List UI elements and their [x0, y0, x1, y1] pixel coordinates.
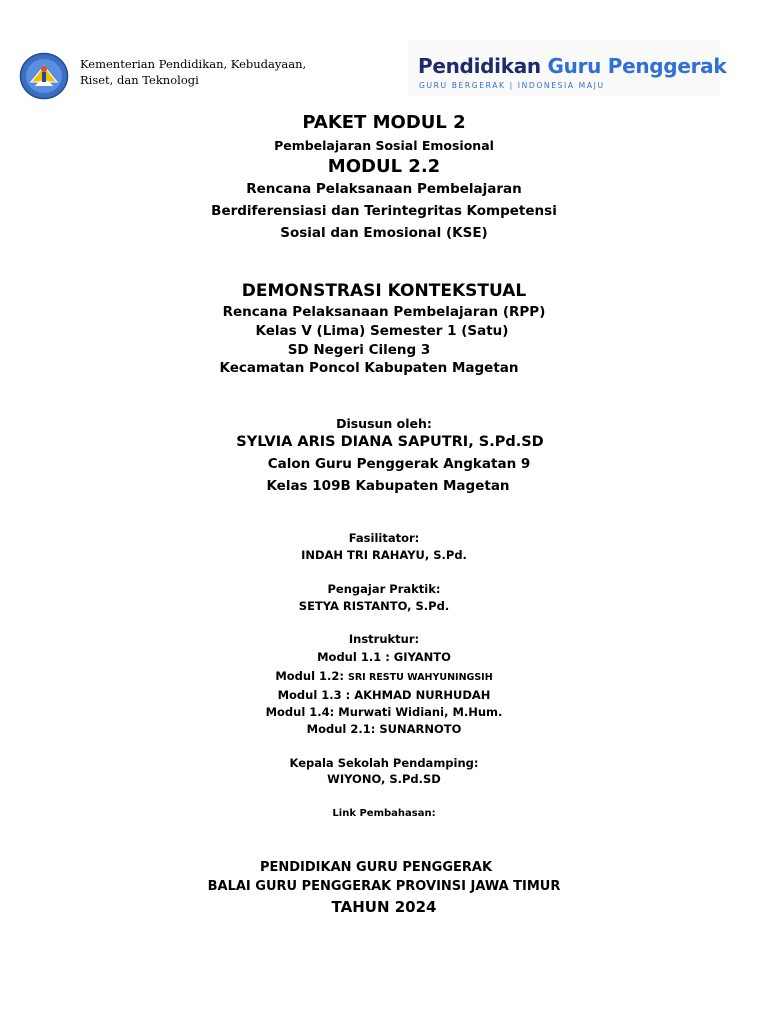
modul-desc-1: Rencana Pelaksanaan Pembelajaran [246, 181, 522, 197]
author-class: Kelas 109B Kabupaten Magetan [266, 478, 510, 494]
brand-tagline: GURU BERGERAK | INDONESIA MAJU [419, 81, 605, 90]
paket-heading: PAKET MODUL 2 [302, 112, 466, 133]
instruktur-modul-1-1: Modul 1.1 : GIYANTO [317, 650, 451, 664]
brand-title [418, 54, 726, 78]
author-role: Calon Guru Penggerak Angkatan 9 [267, 456, 531, 472]
brand-title-part-2: Guru Penggerak [547, 54, 727, 78]
instruktur-modul-1-2 [0, 669, 768, 683]
brand-title-part-1: Pendidikan [418, 54, 548, 78]
ministry-name [80, 56, 340, 88]
link-pembahasan-label: Link Pembahasan: [332, 808, 436, 819]
footer-line-2: BALAI GURU PENGGERAK PROVINSI JAWA TIMUR [207, 879, 561, 894]
instruktur-modul-1-3: Modul 1.3 : AKHMAD NURHUDAH [277, 688, 491, 702]
fasilitator-name: INDAH TRI RAHAYU, S.Pd. [301, 548, 467, 562]
ministry-line-1: Kementerian Pendidikan, Kebudayaan, [80, 57, 307, 71]
instruktur-label: Instruktur: [348, 632, 420, 646]
footer-line-1: PENDIDIKAN GURU PENGGERAK [259, 860, 493, 875]
instruktur-modul-2-1: Modul 2.1: SUNARNOTO [306, 722, 462, 736]
kepala-label: Kepala Sekolah Pendamping: [289, 756, 479, 770]
author-name: SYLVIA ARIS DIANA SAPUTRI, S.Pd.SD [236, 434, 544, 450]
ministry-line-2: Riset, dan Teknologi [80, 73, 199, 87]
demonstrasi-line-3: SD Negeri Cileng 3 [287, 342, 431, 358]
pgp-brand-logo [408, 40, 727, 96]
tut-wuri-handayani-logo-icon [19, 52, 69, 100]
footer-line-3: TAHUN 2024 [331, 898, 437, 916]
demonstrasi-heading: DEMONSTRASI KONTEKSTUAL [241, 281, 527, 301]
kepala-name: WIYONO, S.Pd.SD [327, 772, 441, 786]
modul-desc-3: Sosial dan Emosional (KSE) [280, 225, 488, 241]
fasilitator-label: Fasilitator: [348, 531, 420, 545]
demonstrasi-line-1: Rencana Pelaksanaan Pembelajaran (RPP) [222, 304, 546, 320]
modul-heading: MODUL 2.2 [327, 156, 441, 177]
pengajar-name: SETYA RISTANTO, S.Pd. [298, 599, 450, 613]
demonstrasi-line-4: Kecamatan Poncol Kabupaten Magetan [219, 360, 519, 376]
instruktur-modul-1-2-label: Modul 1.2: [275, 669, 348, 683]
pengajar-label: Pengajar Praktik: [327, 582, 441, 596]
author-label: Disusun oleh: [336, 416, 432, 431]
modul-desc-2: Berdiferensiasi dan Terintegritas Kompetensi [211, 203, 557, 219]
ministry-header [19, 52, 349, 100]
instruktur-modul-1-2-name: SRI RESTU WAHYUNINGSIH [348, 672, 493, 683]
demonstrasi-line-2: Kelas V (Lima) Semester 1 (Satu) [255, 323, 509, 339]
paket-subtitle: Pembelajaran Sosial Emosional [274, 138, 494, 153]
instruktur-modul-1-4: Modul 1.4: Murwati Widiani, M.Hum. [265, 705, 503, 719]
